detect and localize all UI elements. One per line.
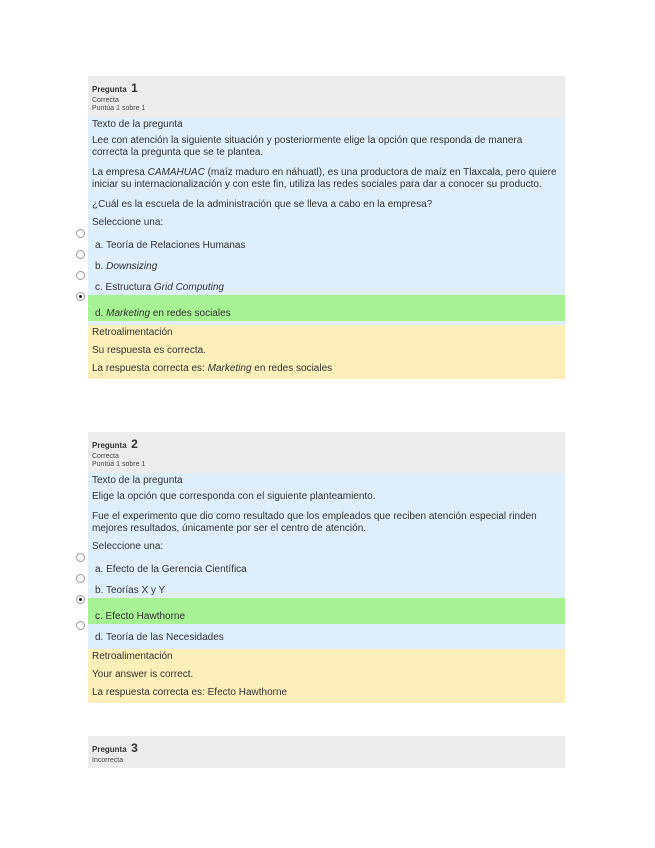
answer-options: [92, 556, 560, 645]
question-text: [92, 135, 560, 211]
right-answer: La respuesta correcta es: Efecto Hawthorne: [92, 687, 288, 698]
specific-feedback: Your answer is correct.: [92, 669, 194, 680]
question-formulation: [88, 117, 565, 325]
radio-unchecked-icon[interactable]: [76, 271, 85, 280]
answer-option-a[interactable]: [92, 556, 560, 577]
question-number: 2: [131, 437, 138, 451]
feedback-label: Retroalimentación: [92, 651, 173, 662]
question-state: Correcta: [92, 97, 119, 104]
question-label: Pregunta: [92, 85, 127, 94]
question-paragraph: Elige la opción que corresponda con el siguiente planteamiento.: [92, 491, 376, 502]
radio-unchecked-icon[interactable]: [76, 574, 85, 583]
question-paragraph: ¿Cuál es la escuela de la administración que se lleva a cabo en la empresa?: [92, 199, 433, 210]
answer-option-label: b. Downsizing: [95, 261, 158, 272]
answer-prompt: Seleccione una:: [92, 541, 164, 552]
question-label: Pregunta: [92, 745, 127, 754]
question-state: Incorrecta: [92, 757, 124, 764]
feedback-label: Retroalimentación: [92, 327, 173, 338]
answer-option-a[interactable]: [92, 232, 560, 253]
radio-checked-icon[interactable]: [76, 292, 85, 301]
answer-option-label: a. Efecto de la Gerencia Científica: [95, 564, 247, 575]
question-text: [92, 491, 560, 535]
question-info: [88, 76, 565, 117]
right-answer: La respuesta correcta es: Marketing en redes sociales: [92, 363, 333, 374]
answer-options: [92, 232, 560, 321]
specific-feedback: Su respuesta es correcta.: [92, 345, 206, 356]
question-info: [88, 432, 565, 473]
question-grade: Puntúa 1 sobre 1: [92, 461, 146, 468]
radio-unchecked-icon[interactable]: [76, 250, 85, 259]
answer-option-label: d. Teoría de las Necesidades: [95, 632, 224, 643]
answer-option-b[interactable]: [92, 253, 560, 274]
radio-unchecked-icon[interactable]: [76, 229, 85, 238]
answer-option-d[interactable]: [88, 295, 565, 321]
answer-option-label: c. Efecto Hawthorne: [95, 611, 186, 622]
question-grade: Puntúa 1 sobre 1: [92, 105, 146, 112]
answer-option-c[interactable]: [92, 274, 560, 295]
question-label: Pregunta: [92, 441, 127, 450]
question-formulation: [88, 473, 565, 649]
answer-option-label: a. Teoría de Relaciones Humanas: [95, 240, 246, 251]
radio-checked-icon[interactable]: [76, 595, 85, 604]
answer-option-label: c. Estructura Grid Computing: [95, 282, 224, 293]
answer-option-label: b. Teorías X y Y: [95, 585, 166, 596]
question-3: [88, 736, 565, 768]
question-info: [88, 736, 565, 768]
answer-option-b[interactable]: [92, 577, 560, 598]
question-paragraph: Fue el experimento que dio como resultado que los empleados que reciben atención especial rinden mejores resultados, únicamente por ser el centro de atención.: [92, 511, 537, 534]
question-1: [88, 76, 565, 379]
question-paragraph: Lee con atención la siguiente situación y posteriormente elige la opción que responda de manera correcta la pregunta que se te plantea.: [92, 135, 523, 158]
answer-option-label: d. Marketing en redes sociales: [95, 308, 231, 319]
answer-option-c[interactable]: [88, 598, 565, 624]
radio-unchecked-icon[interactable]: [76, 553, 85, 562]
radio-unchecked-icon[interactable]: [76, 621, 85, 630]
question-number: 1: [131, 81, 138, 95]
question-paragraph: La empresa CAMAHUAC (maíz maduro en náhuatl), es una productora de maíz en Tlaxcala, pero quiere iniciar su internacionalización y con este fin, utiliza las redes sociales para dar a conocer su producto.: [92, 167, 557, 190]
answer-prompt: Seleccione una:: [92, 217, 164, 228]
question-feedback: [88, 649, 565, 703]
question-number: 3: [131, 741, 138, 755]
question-2: [88, 432, 565, 703]
question-text-label: Texto de la pregunta: [92, 119, 183, 130]
question-text-label: Texto de la pregunta: [92, 475, 183, 486]
answer-option-d[interactable]: [92, 624, 560, 645]
question-feedback: [88, 325, 565, 379]
question-state: Correcta: [92, 453, 119, 460]
